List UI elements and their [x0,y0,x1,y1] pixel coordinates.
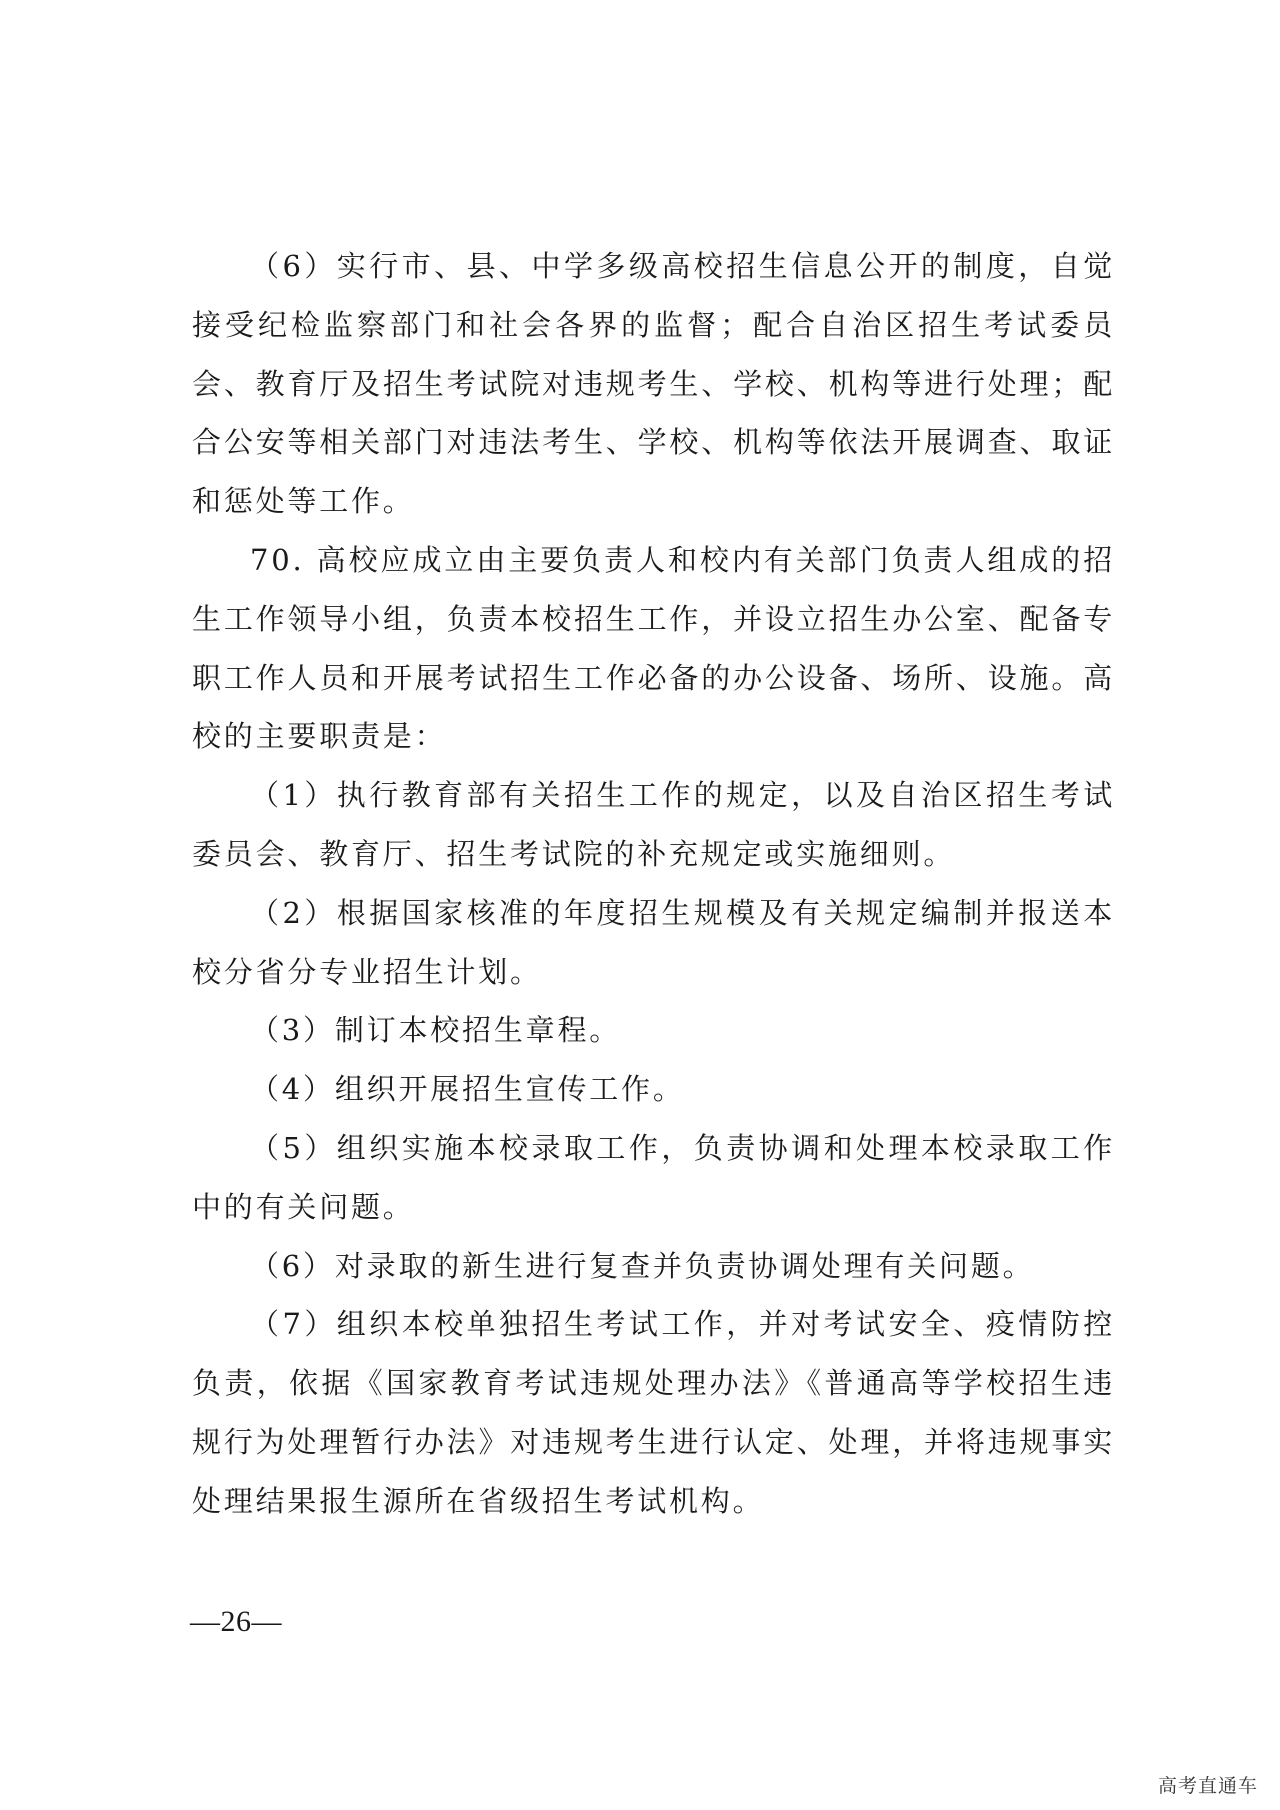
paragraph-duty-3: （3）制订本校招生章程。 [250,1013,622,1048]
paragraph-duty-6: （6）对录取的新生进行复查并负责协调处理有关问题。 [250,1248,1035,1283]
paragraph-duty-7: （7）组织本校单独招生考试工作，并对考试安全、疫情防控负责，依据《国家教育考试违规处理办法》《普通高等学校招生违规行为处理暂行办法》对违规考生进行认定、处理，并将违规事实处理结果报生源所在省级招生考试机构。 [192,1307,1115,1518]
paragraph-article-70: 70. 高校应成立由主要负责人和校内有关部门负责人组成的招生工作领导小组，负责本校招生工作，并设立招生办公室、配备专职工作人员和开展考试招生工作必备的办公设备、场所、设施。高校的主要职责是： [192,542,1115,754]
paragraph-duty-1: （1）执行教育部有关招生工作的规定，以及自治区招生考试委员会、教育厅、招生考试院的补充规定或实施细则。 [192,778,1115,871]
paragraph-item-6-public-info: （6）实行市、县、中学多级高校招生信息公开的制度，自觉接受纪检监察部门和社会各界的监督；配合自治区招生考试委员会、教育厅及招生考试院对违规考生、学校、机构等进行处理；配合公安等相关部门对违法考生、学校、机构等依法开展调查、取证和惩处等工作。 [192,249,1115,519]
watermark-label: 高考直通车 [1157,1775,1258,1797]
page-number: —26— [190,1605,282,1638]
document-body [192,237,1115,1531]
paragraph-duty-2: （2）根据国家核准的年度招生规模及有关规定编制并报送本校分省分专业招生计划。 [192,895,1115,989]
paragraph-duty-4: （4）组织开展招生宣传工作。 [250,1072,685,1107]
paragraph-duty-5: （5）组织实施本校录取工作，负责协调和处理本校录取工作中的有关问题。 [192,1130,1115,1224]
